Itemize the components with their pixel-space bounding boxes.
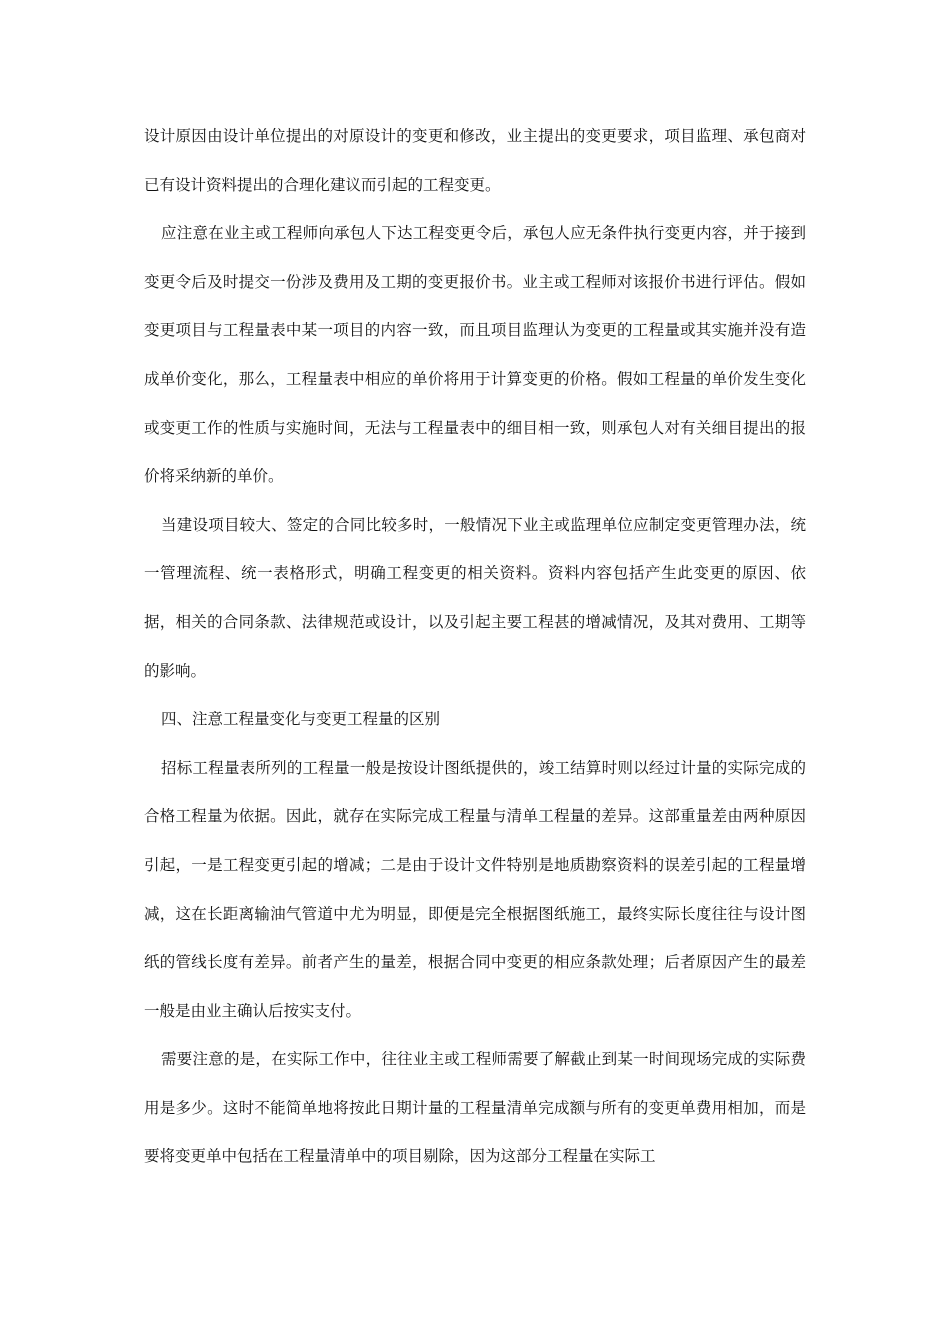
document-body	[144, 112, 806, 1181]
paragraph-change-order-execution: 应注意在业主或工程师向承包人下达工程变更令后，承包人应无条件执行变更内容，并于接到变更令后及时提交一份涉及费用及工期的变更报价书。业主或工程师对该报价书进行评估。假如变更项目与工程量表中某一项目的内容一致，而且项目监理认为变更的工程量或其实施并没有造成单价变化，那么，工程量表中相应的单价将用于计算变更的价格。假如工程量的单价发生变化或变更工作的性质与实施时间，无法与工程量表中的细目相一致，则承包人对有关细目提出的报价将采纳新的单价。	[144, 224, 806, 486]
section-heading-quantity-difference: 四、注意工程量变化与变更工程量的区别	[161, 710, 441, 729]
paragraph-quantity-variance-causes: 招标工程量表所列的工程量一般是按设计图纸提供的，竣工结算时则以经过计量的实际完成的合格工程量为依据。因此，就存在实际完成工程量与清单工程量的差异。这部重量差由两种原因引起，一是工程变更引起的增减；二是由于设计文件特别是地质勘察资料的误差引起的工程量增减，这在长距离输油气管道中尤为明显，即便是完全根据图纸施工，最终实际长度往往与设计图纸的管线长度有差异。前者产生的量差，根据合同中变更的相应条款处理；后者原因产生的最差一般是由业主确认后按实支付。	[144, 758, 806, 1020]
paragraph-actual-cost-calculation: 需要注意的是，在实际工作中，往往业主或工程师需要了解截止到某一时间现场完成的实际费用是多少。这时不能简单地将按此日期计量的工程量清单完成额与所有的变更单费用相加，而是要将变更单中包括在工程量清单中的项目剔除，因为这部分工程量在实际工	[144, 1050, 806, 1166]
paragraph-change-management-procedure: 当建设项目较大、签定的合同比较多时，一般情况下业主或监理单位应制定变更管理办法，统一管理流程、统一表格形式，明确工程变更的相关资料。资料内容包括产生此变更的原因、依据，相关的合同条款、法律规范或设计，以及引起主要工程甚的增减情况，及其对费用、工期等的影响。	[144, 515, 806, 680]
paragraph-design-change-continuation: 设计原因由设计单位提出的对原设计的变更和修改，业主提出的变更要求，项目监理、承包商对已有设计资料提出的合理化建议而引起的工程变更。	[144, 127, 806, 194]
